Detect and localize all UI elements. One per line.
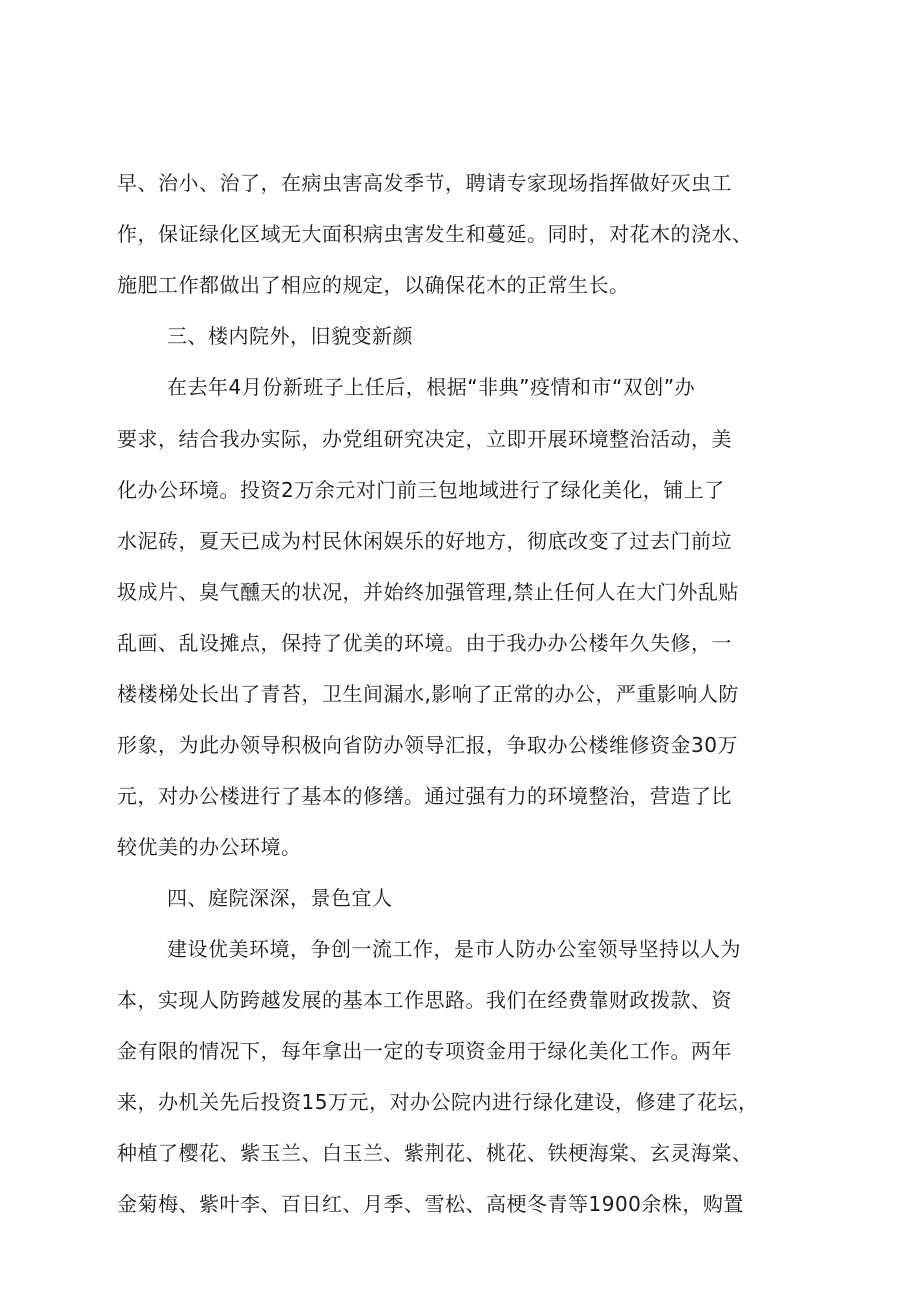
section-heading-4: 四、庭院深深，景色宜人 (167, 886, 393, 910)
text-line-11: 楼楼梯处长出了青苔，卫生间漏水,影响了正常的办公，严重影响人防 (117, 682, 739, 706)
text-line-19: 来，办机关先后投资15万元，对办公院内进行绿化建设，修建了花坛， (117, 1090, 759, 1114)
text-line-13: 元，对办公楼进行了基本的修缮。通过强有力的环境整治，营造了比 (117, 784, 732, 808)
text-line-16: 建设优美环境，争创一流工作，是市人防办公室领导坚持以人为 (167, 937, 741, 961)
text-line-5: 在去年4月份新班子上任后，根据“非典”疫情和市“双创”办 (167, 375, 696, 399)
text-line-20: 种植了樱花、紫玉兰、白玉兰、紫荆花、桃花、铁梗海棠、玄灵海棠、 (117, 1141, 753, 1165)
text-line-12: 形象，为此办领导积极向省防办领导汇报，争取办公楼维修资金30万 (117, 733, 738, 757)
text-line-14: 较优美的办公环境。 (117, 835, 302, 859)
text-line-10: 乱画、乱设摊点，保持了优美的环境。由于我办办公楼年久失修，一 (117, 631, 732, 655)
text-line-7: 化办公环境。投资2万余元对门前三包地域进行了绿化美化，铺上了 (117, 478, 725, 502)
text-line-2: 作，保证绿化区域无大面积病虫害发生和蔓延。同时，对花木的浇水、 (117, 222, 753, 246)
text-line-6: 要求，结合我办实际，办党组研究决定，立即开展环境整治活动，美 (117, 427, 732, 451)
text-line-18: 金有限的情况下，每年拿出一定的专项资金用于绿化美化工作。两年 (117, 1039, 732, 1063)
text-line-3: 施肥工作都做出了相应的规定，以确保花木的正常生长。 (117, 273, 630, 297)
text-line-17: 本，实现人防跨越发展的基本工作思路。我们在经费靠财政拨款、资 (117, 988, 732, 1012)
text-line-8: 水泥砖，夏天已成为村民休闲娱乐的好地方，彻底改变了过去门前垃 (117, 529, 732, 553)
text-line-1: 早、治小、治了，在病虫害高发季节，聘请专家现场指挥做好灭虫工 (117, 171, 732, 195)
text-line-21: 金菊梅、紫叶李、百日红、月季、雪松、高梗冬青等1900余株，购置 (117, 1192, 744, 1216)
text-line-9: 圾成片、臭气醺天的状况，并始终加强管理,禁止任何人在大门外乱贴 (117, 580, 739, 604)
section-heading-3: 三、楼内院外，旧貌变新颜 (167, 324, 413, 348)
